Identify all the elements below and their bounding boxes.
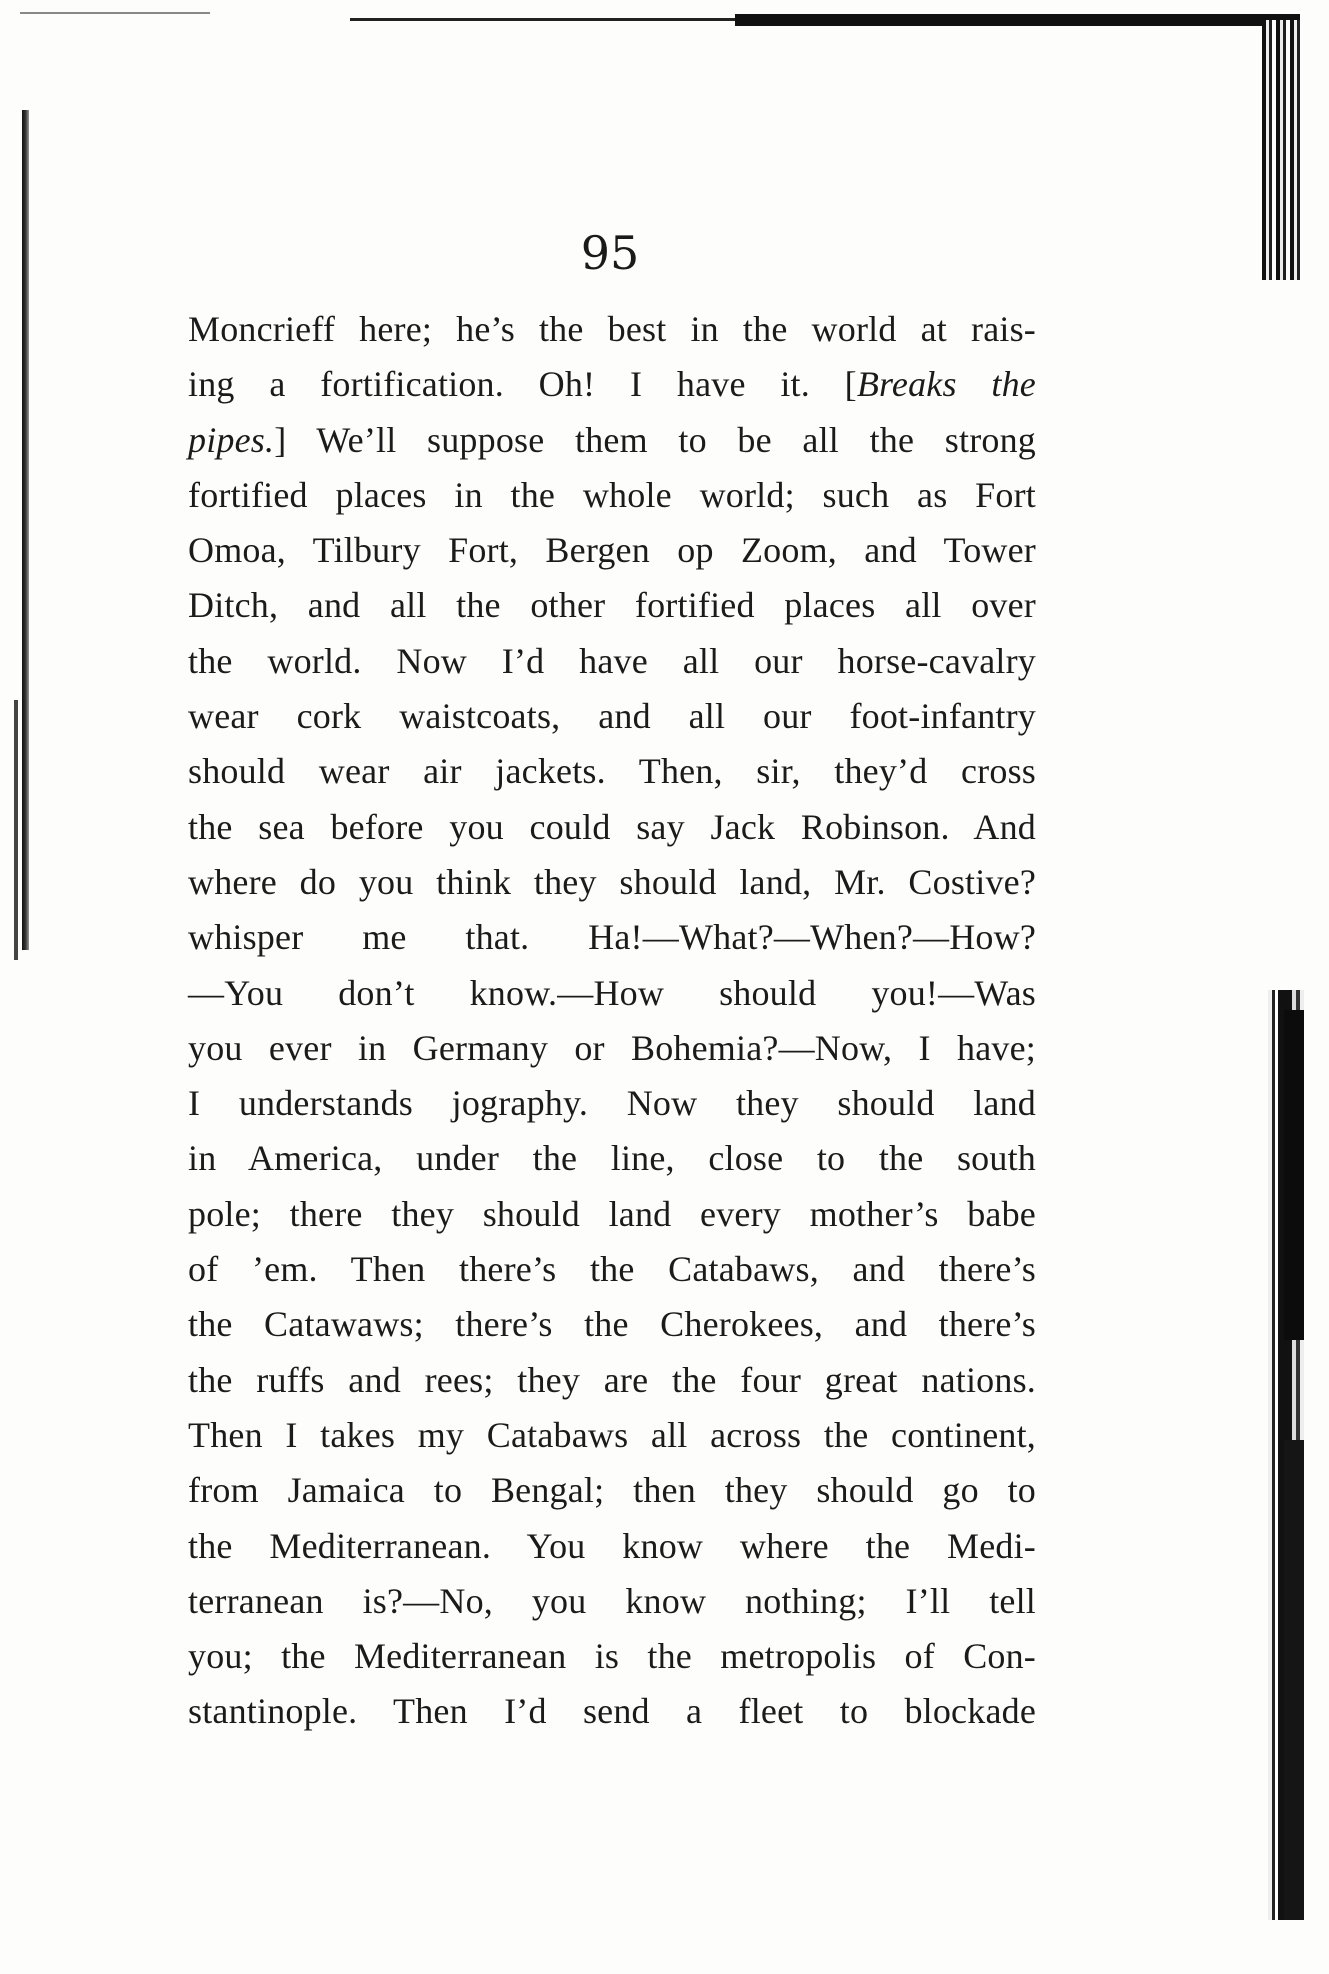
text-line: from Jamaica to Bengal; then they should go to	[188, 1470, 1036, 1511]
text-line: the Catawaws; there’s the Cherokees, and there’s	[188, 1304, 1036, 1345]
scan-edge-mark	[735, 14, 1300, 26]
scan-edge-mark	[350, 18, 740, 21]
scan-edge-left	[14, 700, 18, 960]
scan-edge-right	[1284, 1010, 1304, 1340]
text-line: stantinople. Then I’d send a fleet to blockade	[188, 1691, 1036, 1732]
body-text	[188, 302, 1036, 1740]
text-line: Moncrieff here; he’s the best in the world at rais-	[188, 309, 1036, 349]
text-line: of ’em. Then there’s the Catabaws, and there’s	[188, 1249, 1036, 1290]
text-line	[188, 357, 1036, 412]
text-line: terranean is?—No, you know nothing; I’ll tell	[188, 1580, 1036, 1621]
scan-edge-right	[1284, 1440, 1304, 1920]
text-line	[188, 413, 1036, 468]
text-roman: ] We’ll suppose them to be all the strong	[274, 419, 1036, 460]
text-line: should wear air jackets. Then, sir, they’d cross	[188, 751, 1036, 792]
text-line: the Mediterranean. You know where the Medi-	[188, 1525, 1036, 1566]
text-line: the world. Now I’d have all our horse-cavalry	[188, 640, 1036, 681]
scan-edge-mark	[20, 12, 210, 14]
text-line: the sea before you could say Jack Robinson. And	[188, 806, 1036, 847]
page-number: 95	[580, 226, 640, 280]
text-line: in America, under the line, close to the south	[188, 1138, 1036, 1179]
text-line: —You don’t know.—How should you!—Was	[188, 972, 1036, 1013]
text-line: whisper me that. Ha!—What?—When?—How?	[188, 917, 1036, 958]
text-line: Ditch, and all the other fortified places all over	[188, 585, 1036, 626]
text-line: the ruffs and rees; they are the four great nations.	[188, 1359, 1036, 1400]
text-line: pole; there they should land every mother’s babe	[188, 1193, 1036, 1234]
stage-direction: Breaks the	[856, 364, 1036, 405]
text-line: Then I takes my Catabaws all across the continent,	[188, 1414, 1036, 1455]
text-line: wear cork waistcoats, and all our foot-infantry	[188, 696, 1036, 737]
scan-edge-left	[22, 110, 29, 950]
text-line: fortified places in the whole world; such as Fort	[188, 474, 1036, 515]
text-line: Omoa, Tilbury Fort, Bergen op Zoom, and Tower	[188, 530, 1036, 571]
text-line: you; the Mediterranean is the metropolis of Con-	[188, 1636, 1036, 1677]
text-line: where do you think they should land, Mr. Costive?	[188, 861, 1036, 902]
text-line: you ever in Germany or Bohemia?—Now, I have;	[188, 1027, 1036, 1068]
text-line: I understands jography. Now they should land	[188, 1083, 1036, 1124]
text-roman: ing a fortification. Oh! I have it. [	[188, 364, 857, 405]
scan-edge-right	[1262, 20, 1300, 280]
stage-direction: pipes.	[188, 419, 275, 460]
